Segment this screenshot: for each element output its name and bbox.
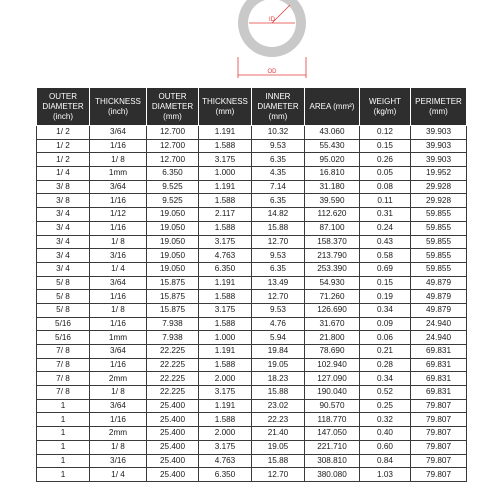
area-cell: 21.800 [305, 331, 360, 345]
area-cell: 380.080 [305, 468, 360, 482]
table-row [37, 454, 467, 468]
id-mm-cell: 19.84 [252, 345, 305, 359]
weight-cell: 0.40 [360, 427, 411, 441]
od-mm-cell: 19.050 [147, 262, 199, 276]
weight-cell: 0.34 [360, 372, 411, 386]
header-weight: WEIGHT (kg/m) [360, 88, 411, 126]
id-mm-cell: 18.23 [252, 372, 305, 386]
area-cell: 190.040 [305, 386, 360, 400]
id-mm-cell: 6.35 [252, 153, 305, 167]
weight-cell: 0.15 [360, 276, 411, 290]
id-mm-cell: 23.02 [252, 399, 305, 413]
perimeter-cell: 39.903 [411, 153, 467, 167]
thickness-mm-cell: 1.588 [199, 290, 252, 304]
table-row [37, 331, 467, 345]
thickness-inch-cell: 1/ 8 [90, 153, 147, 167]
table-row [37, 221, 467, 235]
table-row [37, 249, 467, 263]
id-mm-cell: 4.35 [252, 167, 305, 181]
weight-cell: 0.58 [360, 249, 411, 263]
table-row [37, 317, 467, 331]
id-mm-cell: 9.53 [252, 303, 305, 317]
perimeter-cell: 19.952 [411, 167, 467, 181]
id-mm-cell: 6.35 [252, 194, 305, 208]
tube-diagram-svg [0, 0, 500, 80]
table-row [37, 358, 467, 372]
od-mm-cell: 15.875 [147, 276, 199, 290]
perimeter-cell: 49.879 [411, 290, 467, 304]
od-mm-cell: 15.875 [147, 303, 199, 317]
thickness-inch-cell: 1mm [90, 331, 147, 345]
thickness-mm-cell: 3.175 [199, 386, 252, 400]
weight-cell: 0.28 [360, 358, 411, 372]
id-mm-cell: 12.70 [252, 290, 305, 304]
table-row [37, 372, 467, 386]
thickness-mm-cell: 1.191 [199, 180, 252, 194]
od-inch-cell: 3/ 4 [37, 262, 90, 276]
id-mm-cell: 6.35 [252, 262, 305, 276]
thickness-mm-cell: 2.000 [199, 372, 252, 386]
area-cell: 147.050 [305, 427, 360, 441]
perimeter-cell: 59.855 [411, 235, 467, 249]
table-row [37, 276, 467, 290]
tube-cross-section-diagram [0, 0, 500, 80]
table-row [37, 290, 467, 304]
od-inch-cell: 1 [37, 454, 90, 468]
weight-cell: 0.08 [360, 180, 411, 194]
thickness-inch-cell: 1/12 [90, 208, 147, 222]
weight-cell: 0.24 [360, 221, 411, 235]
perimeter-cell: 79.807 [411, 440, 467, 454]
weight-cell: 0.34 [360, 303, 411, 317]
thickness-inch-cell: 1/16 [90, 317, 147, 331]
od-inch-cell: 7/ 8 [37, 386, 90, 400]
weight-cell: 0.32 [360, 413, 411, 427]
perimeter-cell: 79.807 [411, 427, 467, 441]
od-inch-cell: 3/ 4 [37, 208, 90, 222]
table-row [37, 167, 467, 181]
od-mm-cell: 7.938 [147, 331, 199, 345]
weight-cell: 0.69 [360, 262, 411, 276]
od-mm-cell: 25.400 [147, 427, 199, 441]
thickness-inch-cell: 1/ 8 [90, 235, 147, 249]
thickness-mm-cell: 3.175 [199, 235, 252, 249]
perimeter-cell: 79.807 [411, 413, 467, 427]
area-cell: 78.690 [305, 345, 360, 359]
id-mm-cell: 10.32 [252, 126, 305, 140]
thickness-inch-cell: 3/64 [90, 345, 147, 359]
thickness-mm-cell: 2.117 [199, 208, 252, 222]
thickness-inch-cell: 1/16 [90, 358, 147, 372]
thickness-mm-cell: 3.175 [199, 303, 252, 317]
thickness-mm-cell: 3.175 [199, 153, 252, 167]
thickness-mm-cell: 1.191 [199, 345, 252, 359]
thickness-inch-cell: 1/16 [90, 290, 147, 304]
od-inch-cell: 3/ 8 [37, 194, 90, 208]
id-mm-cell: 12.70 [252, 468, 305, 482]
area-cell: 127.090 [305, 372, 360, 386]
weight-cell: 0.31 [360, 208, 411, 222]
area-cell: 158.370 [305, 235, 360, 249]
table-row [37, 413, 467, 427]
area-cell: 55.430 [305, 139, 360, 153]
od-mm-cell: 25.400 [147, 399, 199, 413]
od-mm-cell: 12.700 [147, 139, 199, 153]
id-mm-cell: 7.14 [252, 180, 305, 194]
od-inch-cell: 3/ 4 [37, 249, 90, 263]
perimeter-cell: 79.807 [411, 468, 467, 482]
od-inch-cell: 5/16 [37, 331, 90, 345]
weight-cell: 0.11 [360, 194, 411, 208]
thickness-mm-cell: 1.588 [199, 194, 252, 208]
od-mm-cell: 19.050 [147, 221, 199, 235]
table-row [37, 235, 467, 249]
od-mm-cell: 22.225 [147, 358, 199, 372]
header-outer-diameter-inch: OUTER DIAMETER (inch) [37, 88, 90, 126]
perimeter-cell: 49.879 [411, 276, 467, 290]
id-mm-cell: 12.70 [252, 235, 305, 249]
header-outer-diameter-mm: OUTER DIAMETER (mm) [147, 88, 199, 126]
area-cell: 31.180 [305, 180, 360, 194]
table-row [37, 153, 467, 167]
weight-cell: 0.12 [360, 126, 411, 140]
thickness-mm-cell: 1.588 [199, 221, 252, 235]
thickness-mm-cell: 1.588 [199, 317, 252, 331]
table-row [37, 399, 467, 413]
thickness-mm-cell: 1.588 [199, 139, 252, 153]
weight-cell: 0.52 [360, 386, 411, 400]
area-cell: 308.810 [305, 454, 360, 468]
area-cell: 39.590 [305, 194, 360, 208]
perimeter-cell: 69.831 [411, 386, 467, 400]
od-mm-cell: 15.875 [147, 290, 199, 304]
thickness-inch-cell: 3/64 [90, 180, 147, 194]
thickness-mm-cell: 1.191 [199, 276, 252, 290]
od-inch-cell: 1 [37, 440, 90, 454]
weight-cell: 0.25 [360, 399, 411, 413]
thickness-mm-cell: 3.175 [199, 440, 252, 454]
area-cell: 221.710 [305, 440, 360, 454]
od-mm-cell: 25.400 [147, 440, 199, 454]
weight-cell: 0.21 [360, 345, 411, 359]
header-area: AREA (mm²) [305, 88, 360, 126]
perimeter-cell: 79.807 [411, 399, 467, 413]
perimeter-cell: 24.940 [411, 317, 467, 331]
thickness-inch-cell: 1/16 [90, 194, 147, 208]
table-row [37, 468, 467, 482]
id-mm-cell: 22.23 [252, 413, 305, 427]
od-label: OD [267, 69, 277, 75]
id-label: ID [269, 17, 275, 23]
area-cell: 126.690 [305, 303, 360, 317]
header-perimeter: PERIMETER (mm) [411, 88, 467, 126]
id-mm-cell: 9.53 [252, 139, 305, 153]
thickness-mm-cell: 1.000 [199, 331, 252, 345]
od-mm-cell: 9.525 [147, 194, 199, 208]
area-cell: 43.060 [305, 126, 360, 140]
area-cell: 71.260 [305, 290, 360, 304]
od-inch-cell: 1 [37, 413, 90, 427]
id-mm-cell: 15.88 [252, 454, 305, 468]
od-mm-cell: 7.938 [147, 317, 199, 331]
perimeter-cell: 69.831 [411, 358, 467, 372]
od-inch-cell: 5/ 8 [37, 303, 90, 317]
perimeter-cell: 49.879 [411, 303, 467, 317]
weight-cell: 1.03 [360, 468, 411, 482]
thickness-mm-cell: 6.350 [199, 262, 252, 276]
od-inch-cell: 1 [37, 399, 90, 413]
table-row [37, 208, 467, 222]
od-mm-cell: 9.525 [147, 180, 199, 194]
table-row [37, 386, 467, 400]
od-inch-cell: 5/16 [37, 317, 90, 331]
thickness-inch-cell: 3/16 [90, 454, 147, 468]
od-mm-cell: 22.225 [147, 372, 199, 386]
perimeter-cell: 39.903 [411, 139, 467, 153]
od-mm-cell: 12.700 [147, 126, 199, 140]
weight-cell: 0.15 [360, 139, 411, 153]
thickness-inch-cell: 1/ 4 [90, 262, 147, 276]
thickness-mm-cell: 2.000 [199, 427, 252, 441]
weight-cell: 0.43 [360, 235, 411, 249]
perimeter-cell: 79.807 [411, 454, 467, 468]
perimeter-cell: 59.855 [411, 262, 467, 276]
id-mm-cell: 21.40 [252, 427, 305, 441]
table-row [37, 427, 467, 441]
thickness-inch-cell: 1/ 8 [90, 440, 147, 454]
weight-cell: 0.06 [360, 331, 411, 345]
area-cell: 102.940 [305, 358, 360, 372]
weight-cell: 0.19 [360, 290, 411, 304]
header-thickness-mm: THICKNESS (mm) [199, 88, 252, 126]
header-inner-diameter-mm: INNER DIAMETER (mm) [252, 88, 305, 126]
thickness-mm-cell: 1.191 [199, 126, 252, 140]
thickness-inch-cell: 2mm [90, 427, 147, 441]
table-body [37, 126, 467, 482]
perimeter-cell: 39.903 [411, 126, 467, 140]
thickness-inch-cell: 1/16 [90, 139, 147, 153]
area-cell: 54.930 [305, 276, 360, 290]
area-cell: 253.390 [305, 262, 360, 276]
thickness-mm-cell: 4.763 [199, 249, 252, 263]
perimeter-cell: 59.855 [411, 208, 467, 222]
od-inch-cell: 5/ 8 [37, 276, 90, 290]
perimeter-cell: 29.928 [411, 194, 467, 208]
thickness-inch-cell: 1/ 8 [90, 386, 147, 400]
thickness-mm-cell: 1.191 [199, 399, 252, 413]
thickness-mm-cell: 4.763 [199, 454, 252, 468]
od-inch-cell: 3/ 4 [37, 235, 90, 249]
perimeter-cell: 59.855 [411, 249, 467, 263]
id-mm-cell: 4.76 [252, 317, 305, 331]
perimeter-cell: 69.831 [411, 372, 467, 386]
perimeter-cell: 59.855 [411, 221, 467, 235]
weight-cell: 0.26 [360, 153, 411, 167]
area-cell: 213.790 [305, 249, 360, 263]
table-row [37, 303, 467, 317]
table-header [37, 88, 467, 126]
tube-dimensions-table [36, 87, 467, 482]
id-mm-cell: 19.05 [252, 358, 305, 372]
table-row [37, 194, 467, 208]
header-row [37, 88, 467, 126]
id-mm-cell: 5.94 [252, 331, 305, 345]
id-mm-cell: 13.49 [252, 276, 305, 290]
weight-cell: 0.09 [360, 317, 411, 331]
od-inch-cell: 3/ 8 [37, 180, 90, 194]
od-mm-cell: 19.050 [147, 208, 199, 222]
od-inch-cell: 7/ 8 [37, 358, 90, 372]
od-mm-cell: 19.050 [147, 235, 199, 249]
od-inch-cell: 1 [37, 468, 90, 482]
od-inch-cell: 5/ 8 [37, 290, 90, 304]
table-row [37, 139, 467, 153]
thickness-inch-cell: 3/64 [90, 399, 147, 413]
weight-cell: 0.60 [360, 440, 411, 454]
thickness-inch-cell: 1mm [90, 167, 147, 181]
od-inch-cell: 1/ 2 [37, 139, 90, 153]
header-thickness-inch: THICKNESS (inch) [90, 88, 147, 126]
od-mm-cell: 25.400 [147, 454, 199, 468]
area-cell: 95.020 [305, 153, 360, 167]
od-inch-cell: 1/ 4 [37, 167, 90, 181]
thickness-inch-cell: 3/16 [90, 249, 147, 263]
thickness-inch-cell: 3/64 [90, 126, 147, 140]
tube-inner-bore [248, 0, 296, 47]
od-mm-cell: 22.225 [147, 345, 199, 359]
od-mm-cell: 19.050 [147, 249, 199, 263]
thickness-mm-cell: 1.588 [199, 413, 252, 427]
thickness-inch-cell: 1/16 [90, 413, 147, 427]
area-cell: 16.810 [305, 167, 360, 181]
area-cell: 112.620 [305, 208, 360, 222]
area-cell: 31.670 [305, 317, 360, 331]
od-mm-cell: 25.400 [147, 413, 199, 427]
thickness-inch-cell: 1/ 4 [90, 468, 147, 482]
weight-cell: 0.05 [360, 167, 411, 181]
perimeter-cell: 24.940 [411, 331, 467, 345]
table-row [37, 345, 467, 359]
od-inch-cell: 7/ 8 [37, 345, 90, 359]
thickness-inch-cell: 1/16 [90, 221, 147, 235]
id-mm-cell: 15.88 [252, 221, 305, 235]
area-cell: 118.770 [305, 413, 360, 427]
thickness-inch-cell: 3/64 [90, 276, 147, 290]
thickness-mm-cell: 1.588 [199, 358, 252, 372]
od-mm-cell: 25.400 [147, 468, 199, 482]
od-inch-cell: 1/ 2 [37, 153, 90, 167]
thickness-mm-cell: 1.000 [199, 167, 252, 181]
od-mm-cell: 6.350 [147, 167, 199, 181]
table-row [37, 126, 467, 140]
id-mm-cell: 15.88 [252, 386, 305, 400]
weight-cell: 0.84 [360, 454, 411, 468]
od-inch-cell: 1/ 2 [37, 126, 90, 140]
thickness-inch-cell: 2mm [90, 372, 147, 386]
perimeter-cell: 29.928 [411, 180, 467, 194]
od-inch-cell: 1 [37, 427, 90, 441]
od-inch-cell: 7/ 8 [37, 372, 90, 386]
table-row [37, 440, 467, 454]
id-mm-cell: 14.82 [252, 208, 305, 222]
table-row [37, 180, 467, 194]
thickness-inch-cell: 1/ 8 [90, 303, 147, 317]
od-mm-cell: 22.225 [147, 386, 199, 400]
area-cell: 90.570 [305, 399, 360, 413]
od-mm-cell: 12.700 [147, 153, 199, 167]
od-inch-cell: 3/ 4 [37, 221, 90, 235]
perimeter-cell: 69.831 [411, 345, 467, 359]
id-mm-cell: 19.05 [252, 440, 305, 454]
table-row [37, 262, 467, 276]
thickness-mm-cell: 6.350 [199, 468, 252, 482]
area-cell: 87.100 [305, 221, 360, 235]
id-mm-cell: 9.53 [252, 249, 305, 263]
